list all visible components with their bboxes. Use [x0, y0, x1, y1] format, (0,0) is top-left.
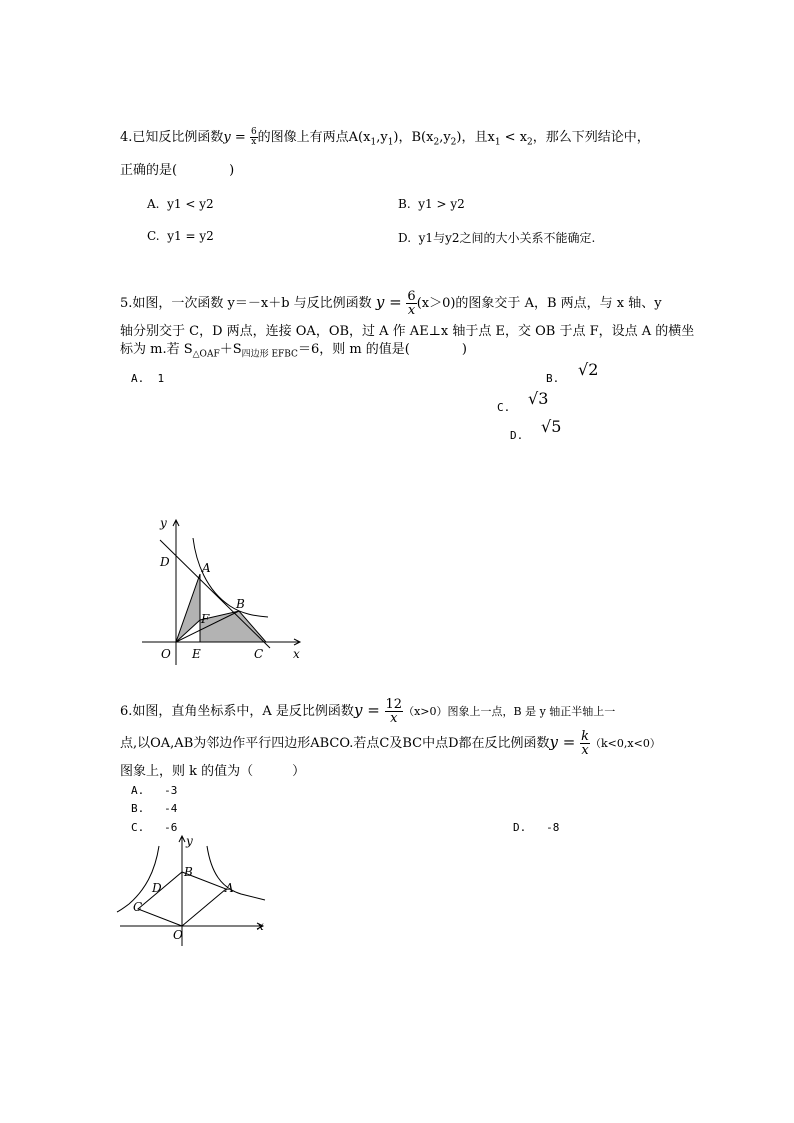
option-label: C. [147, 229, 160, 243]
label-d: D [160, 555, 170, 569]
q5-stem-line2: 轴分别交于 C，D 两点，连接 OA，OB，过 A 作 AE⊥x 轴于点 E，交 OB 于点 F，设点 A 的横坐 [120, 324, 695, 339]
q6-stem-line2 [120, 724, 661, 760]
option-text: -3 [164, 784, 178, 797]
q4-sub: 1 [370, 137, 377, 148]
q4-sub: 2 [450, 137, 457, 148]
q5-fn-y: y [375, 293, 385, 311]
q6-stem-line3: 图象上，则 k 的值为（ ） [120, 764, 306, 779]
label-b: B [184, 865, 193, 879]
option-label: B. [546, 372, 560, 385]
q4-stem-points: 的图像上有两点A(x [257, 130, 371, 145]
q6-stem-text-b: （k<0,x<0） [590, 737, 661, 750]
hyperbola-curve [193, 538, 268, 617]
q4-stem-line1 [120, 128, 650, 151]
label-e: E [192, 647, 201, 661]
option-label: A. [131, 784, 145, 797]
option-label: D. [398, 231, 412, 245]
label-a: A [225, 881, 234, 895]
option-label: D. [510, 429, 524, 442]
label-a: A [202, 561, 211, 575]
q5-option-b[interactable] [546, 372, 559, 385]
q5-option-c-value: √3 [528, 389, 549, 408]
q4-frac-num: 6 [250, 127, 257, 137]
option-text: y1 = y2 [167, 229, 214, 243]
q5-sub: △OAF [192, 349, 220, 360]
q6-stem-text: 6.如图，直角坐标系中，A 是反比例函数 [120, 704, 354, 719]
option-text: y1 < y2 [167, 197, 214, 211]
q5-figure [130, 510, 310, 670]
q4-sub: 1 [387, 137, 394, 148]
q5-stem-text: 5.如图，一次函数 y＝－x＋b 与反比例函数 [120, 296, 376, 311]
q6-figure [115, 832, 275, 950]
q6-fn-y: y [353, 701, 363, 719]
option-label: A. [131, 372, 145, 385]
label-x: x [257, 919, 264, 933]
q4-option-c[interactable] [147, 229, 214, 243]
label-d: D [152, 881, 162, 895]
option-label: C. [131, 821, 145, 834]
q6-frac2-num: k [581, 729, 590, 744]
label-o: O [161, 647, 171, 661]
q4-comma: ,y [439, 130, 451, 145]
label-y: y [160, 516, 167, 530]
label-x: x [293, 647, 300, 661]
q4-stem-b: )，B(x [393, 130, 434, 145]
q6-frac2-den: x [581, 743, 589, 758]
label-f: F [201, 612, 210, 626]
q4-sub: 2 [433, 137, 440, 148]
q5-stem-text: ＋S [219, 342, 242, 357]
q4-sub: 1 [494, 137, 501, 148]
option-text: -6 [164, 821, 178, 834]
option-label: D. [513, 821, 527, 834]
label-c: C [254, 647, 264, 661]
q5-stem-line1 [120, 287, 662, 317]
q5-stem-line3 [120, 342, 467, 363]
q6-fraction [385, 698, 404, 725]
label-c: C [133, 900, 143, 914]
q4-lt: < x [500, 130, 528, 145]
q5-frac-num: 6 [407, 289, 416, 304]
q6-stem-text-b: （x>0）图象上一点，B 是 y 轴正半轴上一 [403, 705, 616, 718]
q6-option-b[interactable] [131, 802, 177, 815]
option-text: y1 > y2 [418, 197, 465, 211]
hyperbola-right [207, 846, 265, 900]
q4-fn-y: y [223, 130, 231, 145]
option-label: C. [497, 401, 511, 414]
label-b: B [236, 597, 245, 611]
q4-comma: ,y [376, 130, 388, 145]
q5-option-a[interactable] [131, 372, 164, 385]
q6-fn-eq: = [362, 701, 385, 719]
q5-option-d-value: √5 [541, 417, 562, 436]
option-text: 1 [157, 372, 165, 385]
option-label: B. [398, 197, 411, 211]
q4-option-a[interactable] [147, 197, 214, 211]
q4-stem-line2: 正确的是( ) [120, 163, 235, 178]
q4-stem-d: ，那么下列结论中， [532, 130, 650, 145]
q5-sub: 四边形 EFBC [241, 349, 298, 360]
q6-fn2-eq: = [558, 733, 581, 751]
q5-option-d[interactable] [510, 429, 523, 442]
q6-frac-den: x [390, 711, 398, 726]
q5-fraction [406, 290, 416, 317]
q6-frac-num: 12 [385, 697, 403, 712]
q5-option-c[interactable] [497, 401, 510, 414]
option-text: y1与y2之间的大小关系不能确定. [418, 231, 596, 245]
q6-stem-text: 点,以OA,AB为邻边作平行四边形ABCO.若点C及BC中点D都在反比例函数 [120, 736, 550, 751]
option-text: -4 [164, 802, 178, 815]
q4-stem-c: )，且x [456, 130, 495, 145]
option-label: A. [147, 197, 160, 211]
option-label: B. [131, 802, 145, 815]
q4-fraction [250, 128, 258, 147]
q5-stem-text: ＝6，则 m 的值是( ) [297, 342, 467, 357]
q4-sub: 2 [527, 137, 533, 148]
q5-stem-text-b: (x＞0)的图象交于 A，B 两点，与 x 轴、y [416, 296, 662, 311]
q4-frac-den: x [251, 137, 257, 147]
q6-fn2-y: y [549, 733, 559, 751]
q5-stem-text: 标为 m.若 S [120, 342, 193, 357]
q6-stem-line1 [120, 692, 615, 728]
option-text: -8 [546, 821, 560, 834]
q4-fn-eq: = [230, 130, 250, 145]
q6-fraction-2 [580, 730, 590, 757]
q4-stem-text: 4.已知反比例函数 [120, 130, 224, 145]
q4-option-b[interactable] [398, 197, 465, 211]
q5-frac-den: x [407, 303, 416, 318]
label-o: O [173, 928, 183, 942]
label-y: y [186, 834, 193, 848]
q5-option-b-value: √2 [578, 360, 599, 379]
q5-fn-eq: = [384, 293, 407, 311]
q4-option-d[interactable] [398, 229, 595, 246]
q6-option-d[interactable] [513, 821, 559, 834]
q6-option-a[interactable] [131, 784, 177, 797]
